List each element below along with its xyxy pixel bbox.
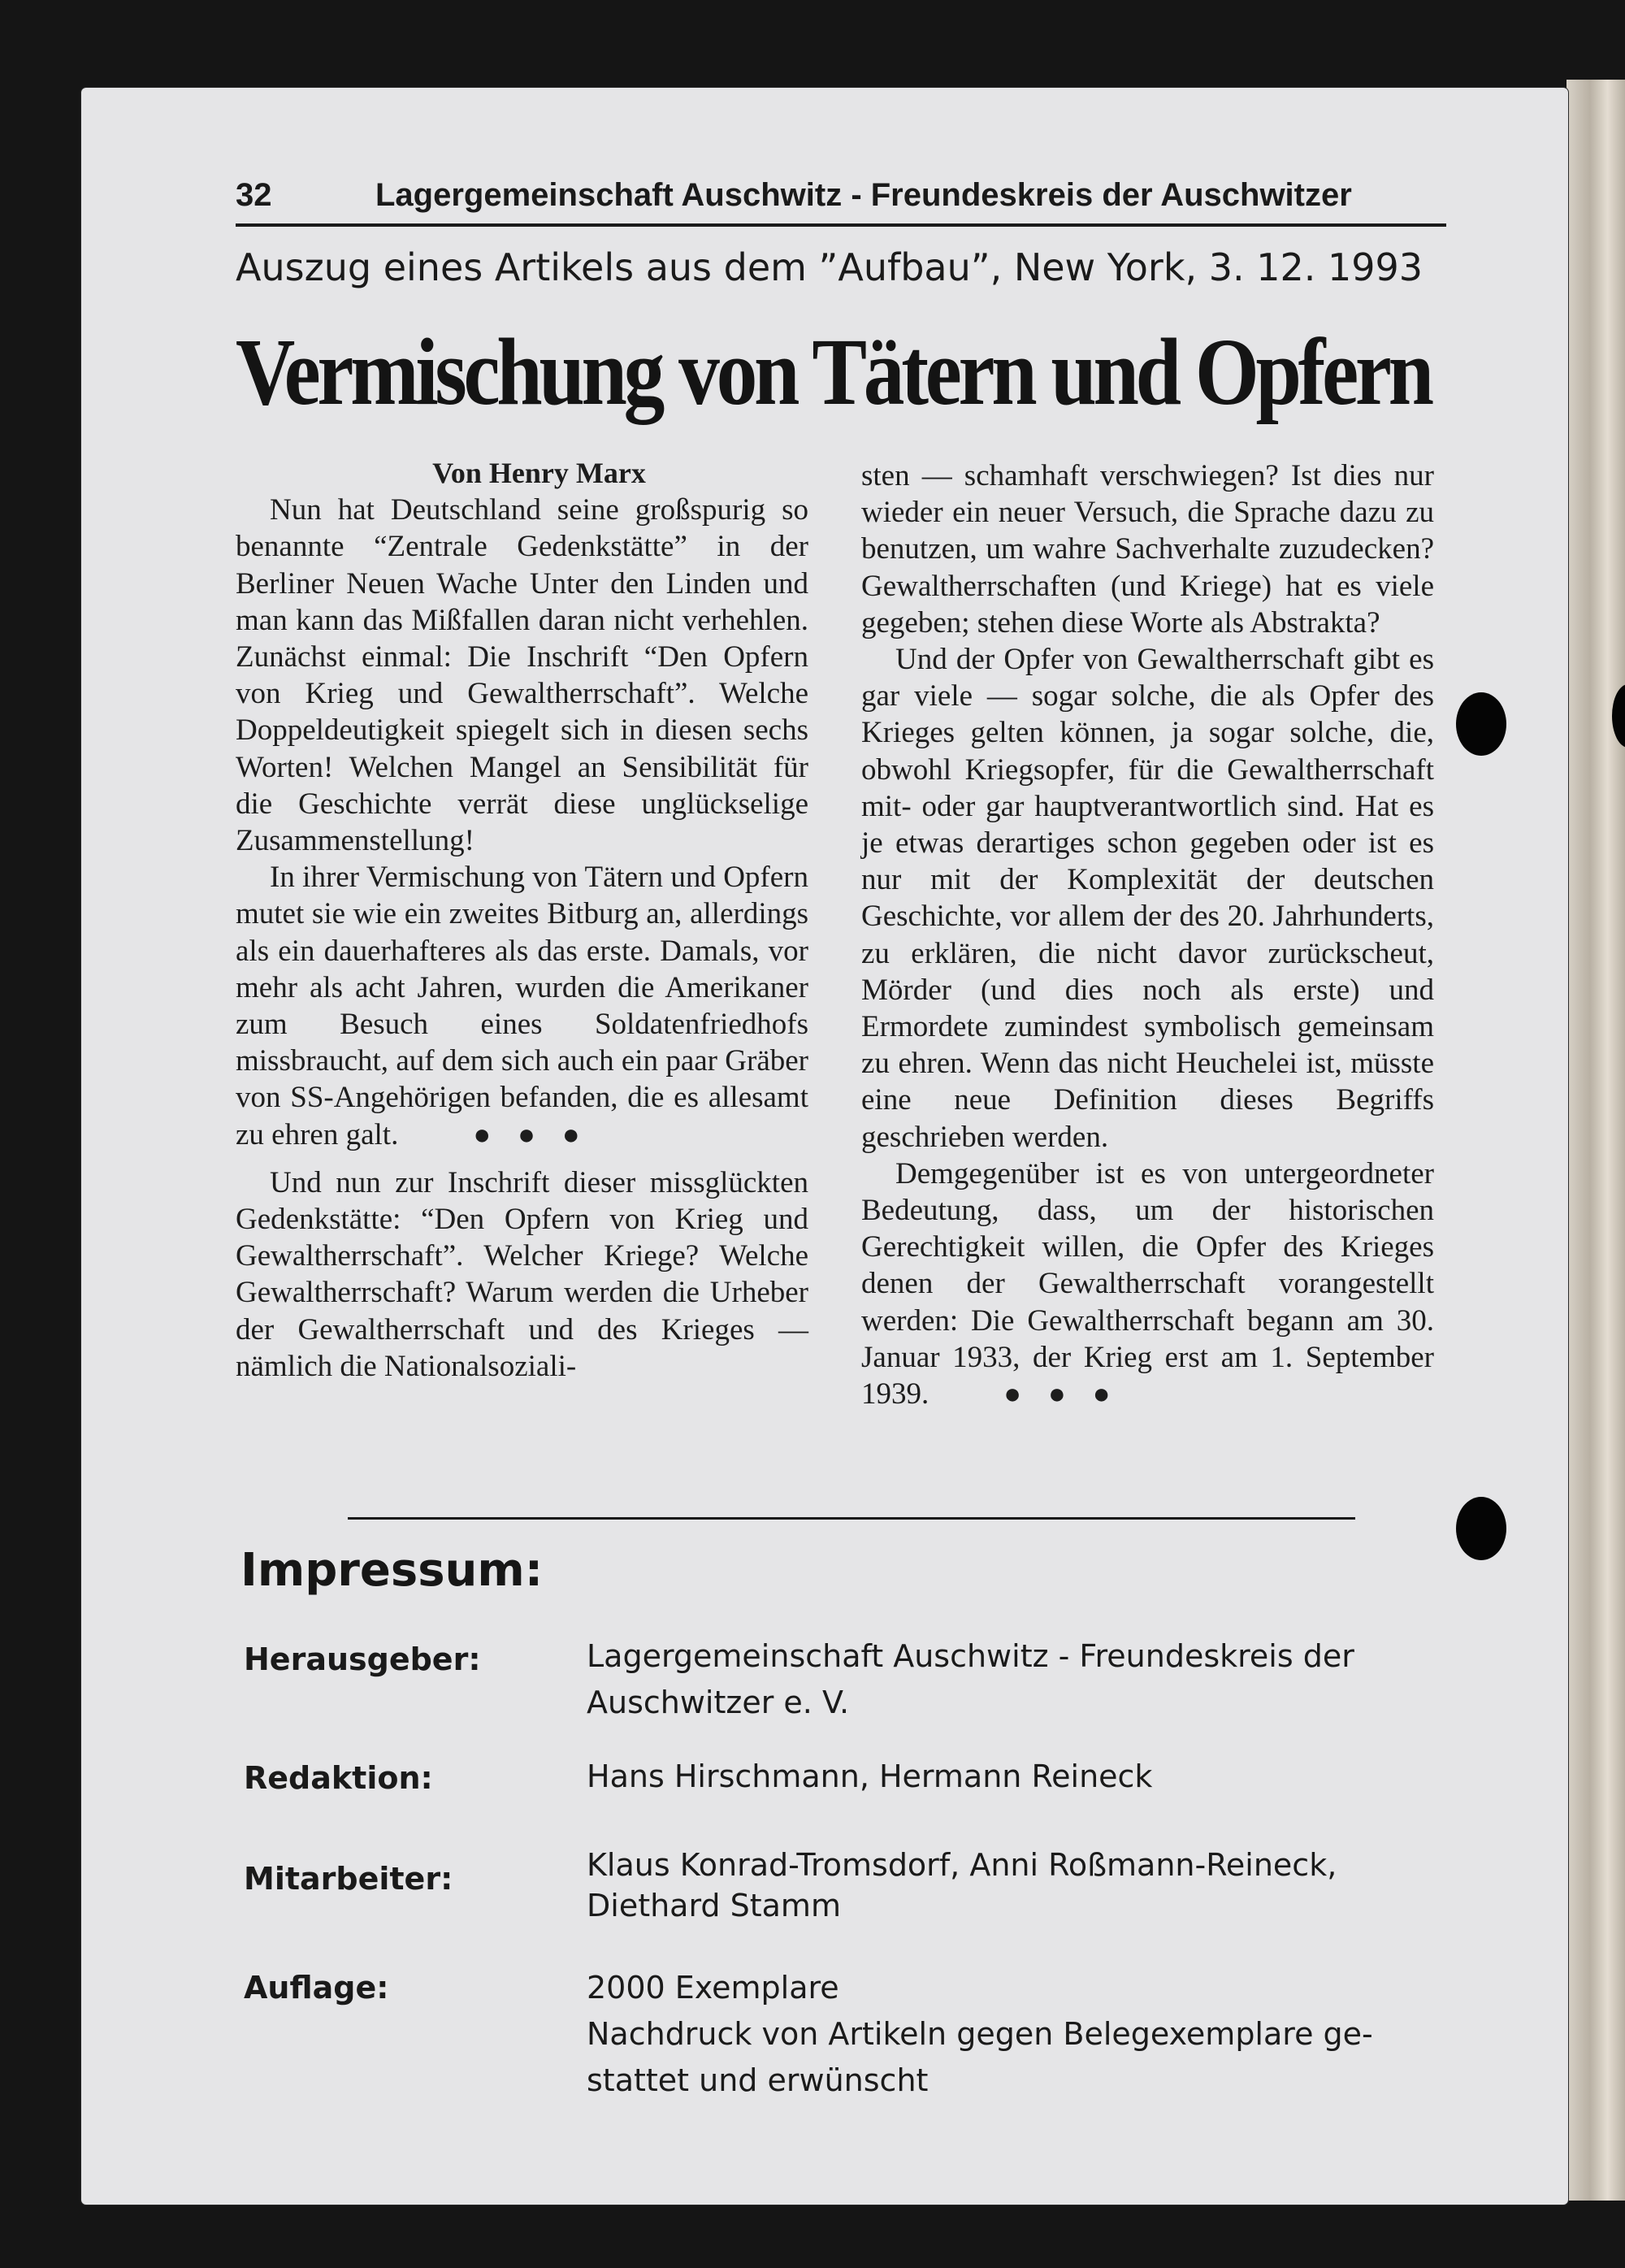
- impressum-value: Hans Hirschmann, Hermann Reineck: [587, 1758, 1153, 1794]
- punch-hole-top: [1456, 692, 1506, 756]
- impressum-value: Lagergemeinschaft Auschwitz - Freundeskreis der Auschwitzer e. V.: [587, 1638, 1354, 1720]
- punch-hole-bottom: [1456, 1497, 1506, 1560]
- publication-title: Lagergemeinschaft Auschwitz - Freundeskreis der Auschwitzer: [375, 177, 1352, 213]
- paragraph: Nun hat Deutschland seine großspurig so benannte “Zentrale Gedenkstätte” in der Berliner Neuen Wache Unter den Linden und man kann das Mißfallen daran nicht verhehlen. Zunächst einmal: Die Inschrift “Den Opfern von Krieg und Gewaltherrschaft”. Welche Doppeldeutigkeit spiegelt sich in diesen sechs Worten! Welchen Mangel an Sensibilität für die Geschichte verrät diese unglückselige Zusammenstellung!: [236, 493, 808, 858]
- page-edge: [1566, 80, 1625, 2201]
- impressum-label: Auflage:: [244, 1970, 389, 2006]
- impressum-value: Klaus Konrad-Tromsdorf, Anni Roßmann-Reineck, Diethard Stamm: [587, 1847, 1337, 1923]
- impressum-rule: [348, 1517, 1355, 1520]
- page-number: 32: [236, 177, 272, 213]
- impressum-value: 2000 Exemplare Nachdruck von Artikeln gegen Belegexemplare ge- stattet und erwünscht: [587, 1970, 1373, 2098]
- paragraph: Und der Opfer von Gewaltherrschaft gibt es gar viele — sogar solche, die als Opfer des Krieges gelten können, ja sogar solche, die, obwohl Kriegsopfer, für die Gewaltherrschaft mit- oder gar hauptverantwortlich sind. Hat es je etwas derartiges schon gegeben oder ist es nur mit der Komplexität der deutschen Geschichte, vor allem der des 20. Jahrhunderts, zu erklären, die nicht davor zurückscheut, Mörder (und dies noch als erste) und Ermordete zumindest symbolisch gemeinsam zu ehren. Wenn das nicht Heuchelei ist, müsste eine neue Definition dieses Begriffs geschrieben werden.: [861, 643, 1434, 1154]
- section-mark: ● ● ●: [473, 1117, 590, 1151]
- section-mark: ● ● ●: [1003, 1377, 1120, 1411]
- article-column-left: [236, 455, 808, 1385]
- article-headline: Vermischung von Tätern und Opfern: [236, 319, 1431, 425]
- impressum-label: Redaktion:: [244, 1760, 433, 1796]
- paragraph: sten — schamhaft verschwiegen? Ist dies nur wieder ein neuer Versuch, die Sprache dazu zu benutzen, um wahre Sachverhalte zuzudecken? Gewaltherrschaften (und Kriege) hat es viele gegeben; stehen diese Worte als Abstrakta?: [861, 459, 1434, 640]
- byline: Von Henry Marx: [432, 457, 646, 489]
- running-header: [154, 177, 1446, 226]
- impressum-label: Herausgeber:: [244, 1641, 481, 1677]
- header-rule: [236, 223, 1446, 227]
- paragraph: Und nun zur Inschrift dieser missglückten Gedenkstätte: “Den Opfern von Krieg und Gewaltherrschaft”. Welcher Kriege? Welche Gewaltherrschaft? Warum werden die Urheber der Gewaltherrschaft und des Krieges — nämlich die Nationalsoziali-: [236, 1165, 808, 1383]
- impressum-title: Impressum:: [240, 1544, 544, 1597]
- impressum-label: Mitarbeiter:: [244, 1861, 453, 1897]
- paragraph: In ihrer Vermischung von Tätern und Opfern mutet sie wie ein zweites Bitburg an, allerdings als ein dauerhafteres als das erste. Damals, vor mehr als acht Jahren, wurden die Amerikaner zum Besuch eines Soldatenfriedhofs missbraucht, auf dem sich auch ein paar Gräber von SS-Angehörigen befanden, die es allesamt zu ehren galt. ● ● ●: [236, 859, 808, 1153]
- paragraph: Demgegenüber ist es von untergeordneter Bedeutung, dass, um der historischen Gerechtigkeit willen, die Opfer des Krieges denen der Gewaltherrschaft vorangestellt werden: Die Gewaltherrschaft begann am 30. Januar 1933, der Krieg erst am 1. September 1939. ● ● ●: [861, 1156, 1434, 1412]
- article-column-right: [861, 458, 1434, 1412]
- source-line: Auszug eines Artikels aus dem ”Aufbau”, New York, 3. 12. 1993: [236, 245, 1424, 289]
